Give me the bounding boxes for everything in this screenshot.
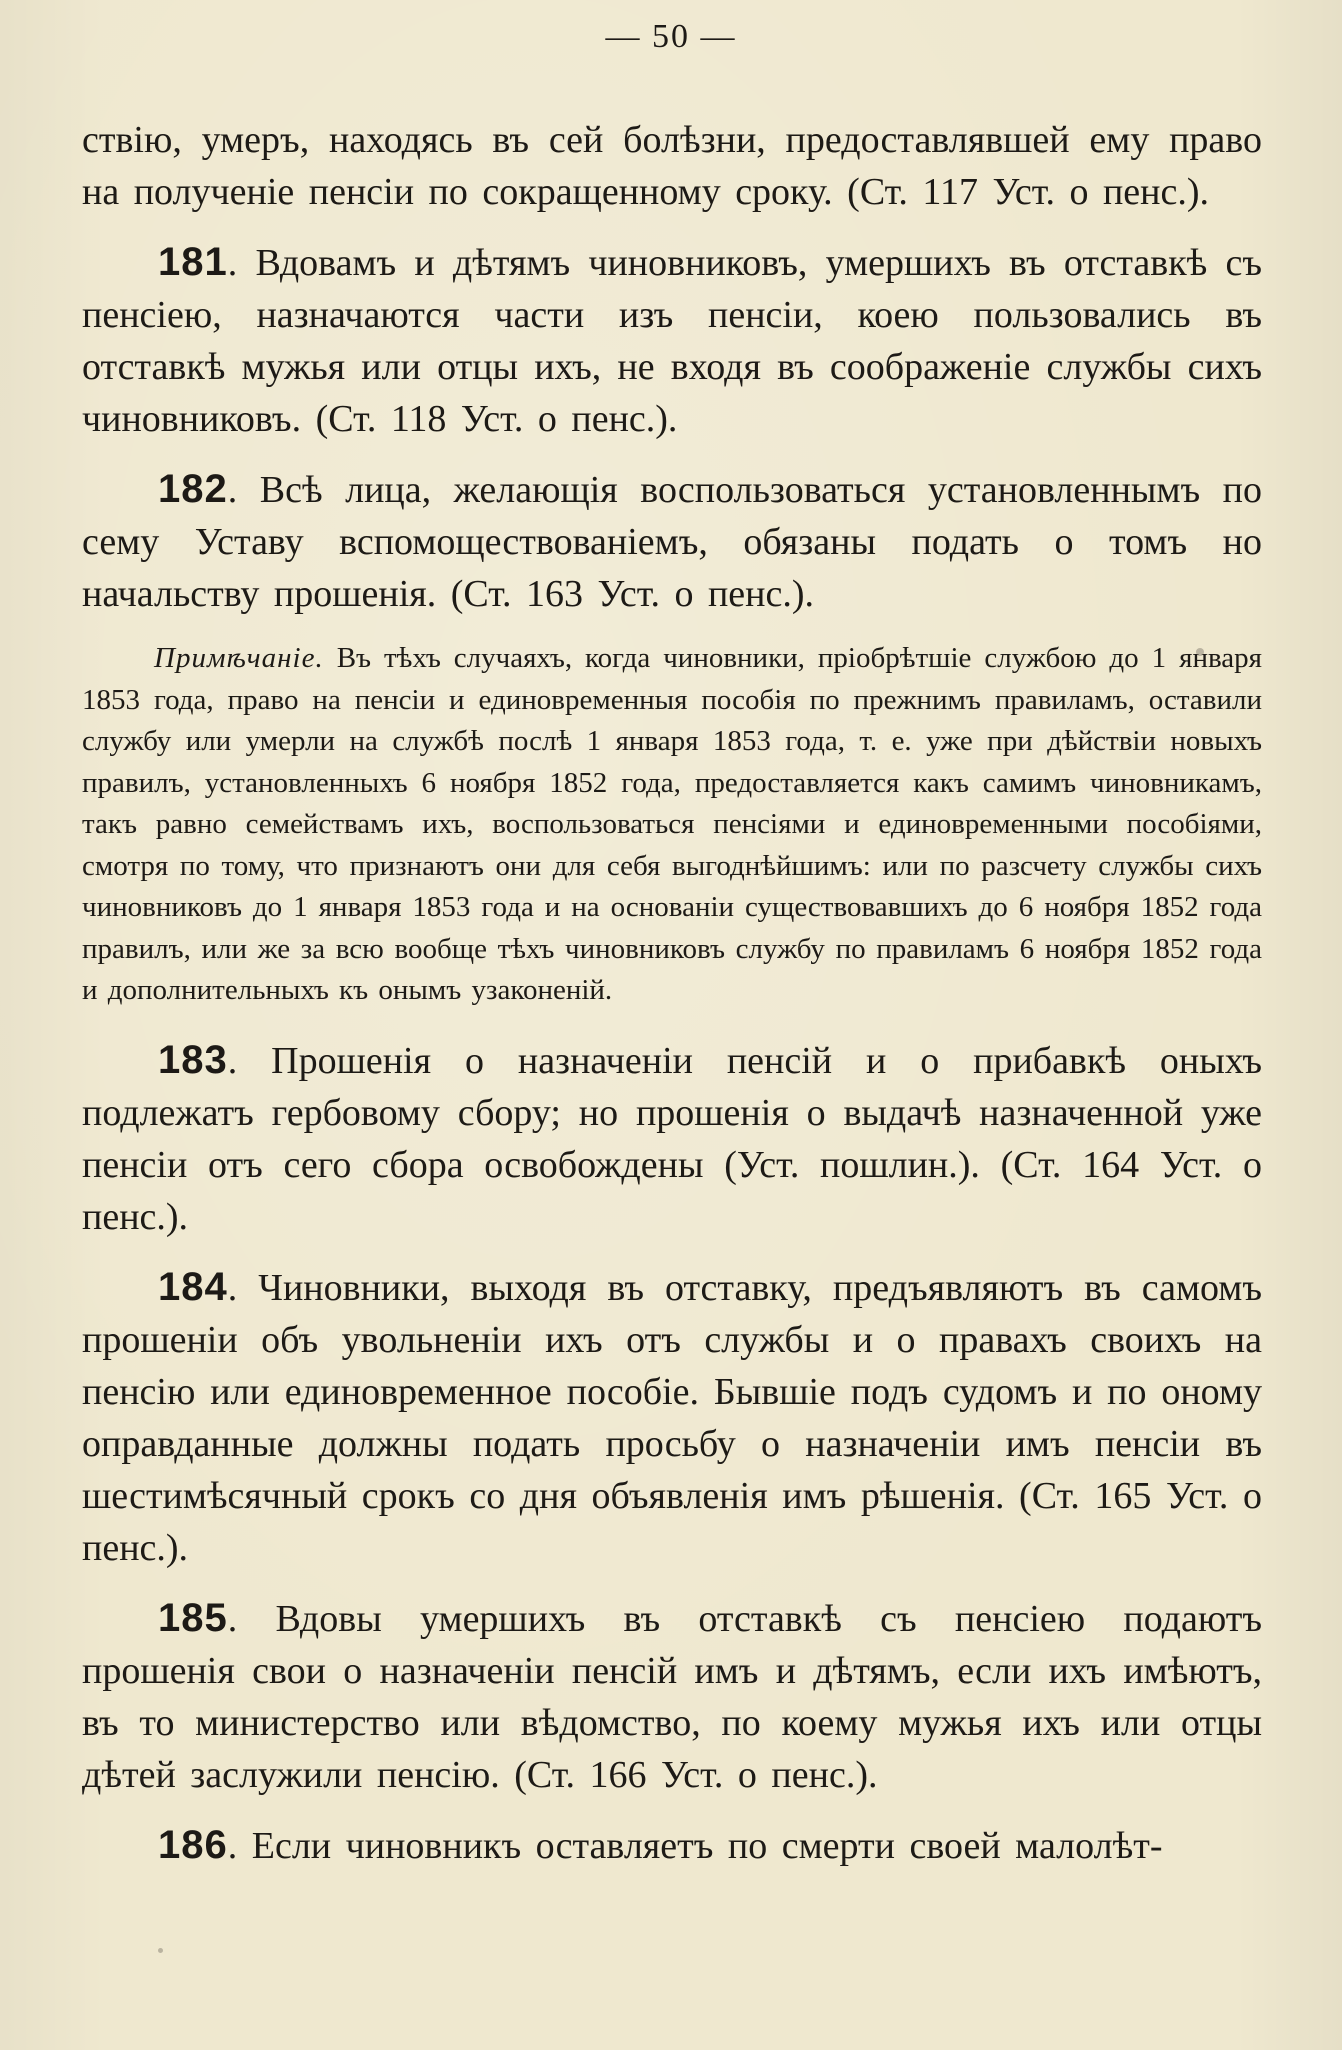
article-186: 186. Если чиновникъ оставляетъ по смерти своей малолѣт- bbox=[158, 1822, 1163, 1867]
article-number: 183 bbox=[158, 1037, 228, 1082]
article-number: 182 bbox=[158, 467, 228, 511]
article-number: 181 bbox=[158, 240, 228, 284]
article-text: Если чиновникъ оставляетъ по смерти своей малолѣт- bbox=[251, 1824, 1163, 1867]
article-text: Вдовамъ и дѣтямъ чиновниковъ, умершихъ въ отставкѣ съ пенсіею, назначаются части изъ пенсіи, коею пользовались въ отставкѣ мужья или отцы ихъ, не входя въ соображеніе службы сихъ чиновниковъ. (Ст. 118 Уст. о пенс.). bbox=[82, 242, 1262, 440]
page-body bbox=[82, 114, 1262, 1890]
article-182: 182. Всѣ лица, желающія воспользоваться установленнымъ по сему Уставу вспомоществованіемъ, обязаны подать о томъ но начальству прошенія. (Ст. 163 Уст. о пенс.). bbox=[82, 467, 1262, 615]
article-number: 184 bbox=[158, 1264, 228, 1309]
article-text: Всѣ лица, желающія воспользоваться установленнымъ по сему Уставу вспомоществованіемъ, обязаны подать о томъ но начальству прошенія. (Ст. 163 Уст. о пенс.). bbox=[82, 469, 1262, 615]
note-text: Въ тѣхъ случаяхъ, когда чиновники, пріобрѣтшіе службою до 1 января 1853 года, право на пенсіи и единовременныя пособія по прежнимъ правиламъ, оставили службу или умерли на службѣ послѣ 1 января 1853 года, т. е. уже при дѣйствіи новыхъ правилъ, установленныхъ 6 ноября 1852 года, предоставляется какъ самимъ чиновникамъ, такъ равно семействамъ ихъ, воспользоваться пенсіями и единовременными пособіями, смотря по тому, что признаютъ они для себя выгоднѣйшимъ: или по разсчету службы сихъ чиновниковъ до 1 января 1853 года и на основаніи существовавшихъ до 6 ноября 1852 года правилъ, или же за всю вообще тѣхъ чиновниковъ службу по правиламъ 6 ноября 1852 года и дополнительныхъ къ онымъ узаконеній. bbox=[82, 642, 1262, 1006]
article-text: Вдовы умершихъ въ отставкѣ съ пенсіею подаютъ прошенія свои о назначеніи пенсій имъ и дѣтямъ, если ихъ имѣютъ, въ то министерство или вѣдомство, по коему мужья ихъ или отцы дѣтей заслужили пенсію. (Ст. 166 Уст. о пенс.). bbox=[82, 1597, 1262, 1796]
paper-speck bbox=[158, 1948, 163, 1953]
article-181: 181. Вдовамъ и дѣтямъ чиновниковъ, умершихъ въ отставкѣ съ пенсіею, назначаются части изъ пенсіи, коею пользовались въ отставкѣ мужья или отцы ихъ, не входя въ соображеніе службы сихъ чиновниковъ. (Ст. 118 Уст. о пенс.). bbox=[82, 240, 1262, 440]
article-185: 185. Вдовы умершихъ въ отставкѣ съ пенсіею подаютъ прошенія свои о назначеніи пенсій имъ и дѣтямъ, если ихъ имѣютъ, въ то министерство или вѣдомство, по коему мужья ихъ или отцы дѣтей заслужили пенсію. (Ст. 166 Уст. о пенс.). bbox=[82, 1595, 1262, 1796]
paper-speck bbox=[1196, 648, 1204, 656]
article-number: 185 bbox=[158, 1595, 228, 1640]
article-text: Чиновники, выходя въ отставку, предъявляютъ въ самомъ прошеніи объ увольненіи ихъ отъ службы и о правахъ своихъ на пенсію или единовременное пособіе. Бывшіе подъ судомъ и по оному оправданные должны подать просьбу о назначеніи имъ пенсіи въ шестимѣсячный срокъ со дня объявленія имъ рѣшенія. (Ст. 165 Уст. о пенс.). bbox=[82, 1266, 1263, 1569]
page-number: — 50 — bbox=[605, 18, 737, 55]
continuation-paragraph: ствію, умеръ, находясь въ сей болѣзни, предоставлявшей ему право на полученіе пенсіи по сокращенному сроку. (Ст. 117 Уст. о пенс.). bbox=[82, 119, 1262, 213]
note-paragraph bbox=[82, 638, 1262, 1012]
article-184: 184. Чиновники, выходя въ отставку, предъявляютъ въ самомъ прошеніи объ увольненіи ихъ отъ службы и о правахъ своихъ на пенсію или единовременное пособіе. Бывшіе подъ судомъ и по оному оправданные должны подать просьбу о назначеніи имъ пенсіи въ шестимѣсячный срокъ со дня объявленія имъ рѣшенія. (Ст. 165 Уст. о пенс.). bbox=[82, 1264, 1263, 1569]
note-label: Примѣчаніе. bbox=[154, 642, 324, 674]
article-183: 183. Прошенія о назначеніи пенсій и о прибавкѣ оныхъ подлежатъ гербовому сбору; но прошенія о выдачѣ назначенной уже пенсіи отъ сего сбора освобождены (Уст. пошлин.). (Ст. 164 Уст. о пенс.). bbox=[82, 1037, 1263, 1238]
article-text: Прошенія о назначеніи пенсій и о прибавкѣ оныхъ подлежатъ гербовому сбору; но прошенія о выдачѣ назначенной уже пенсіи отъ сего сбора освобождены (Уст. пошлин.). (Ст. 164 Уст. о пенс.). bbox=[82, 1039, 1263, 1238]
article-number: 186 bbox=[158, 1822, 228, 1867]
